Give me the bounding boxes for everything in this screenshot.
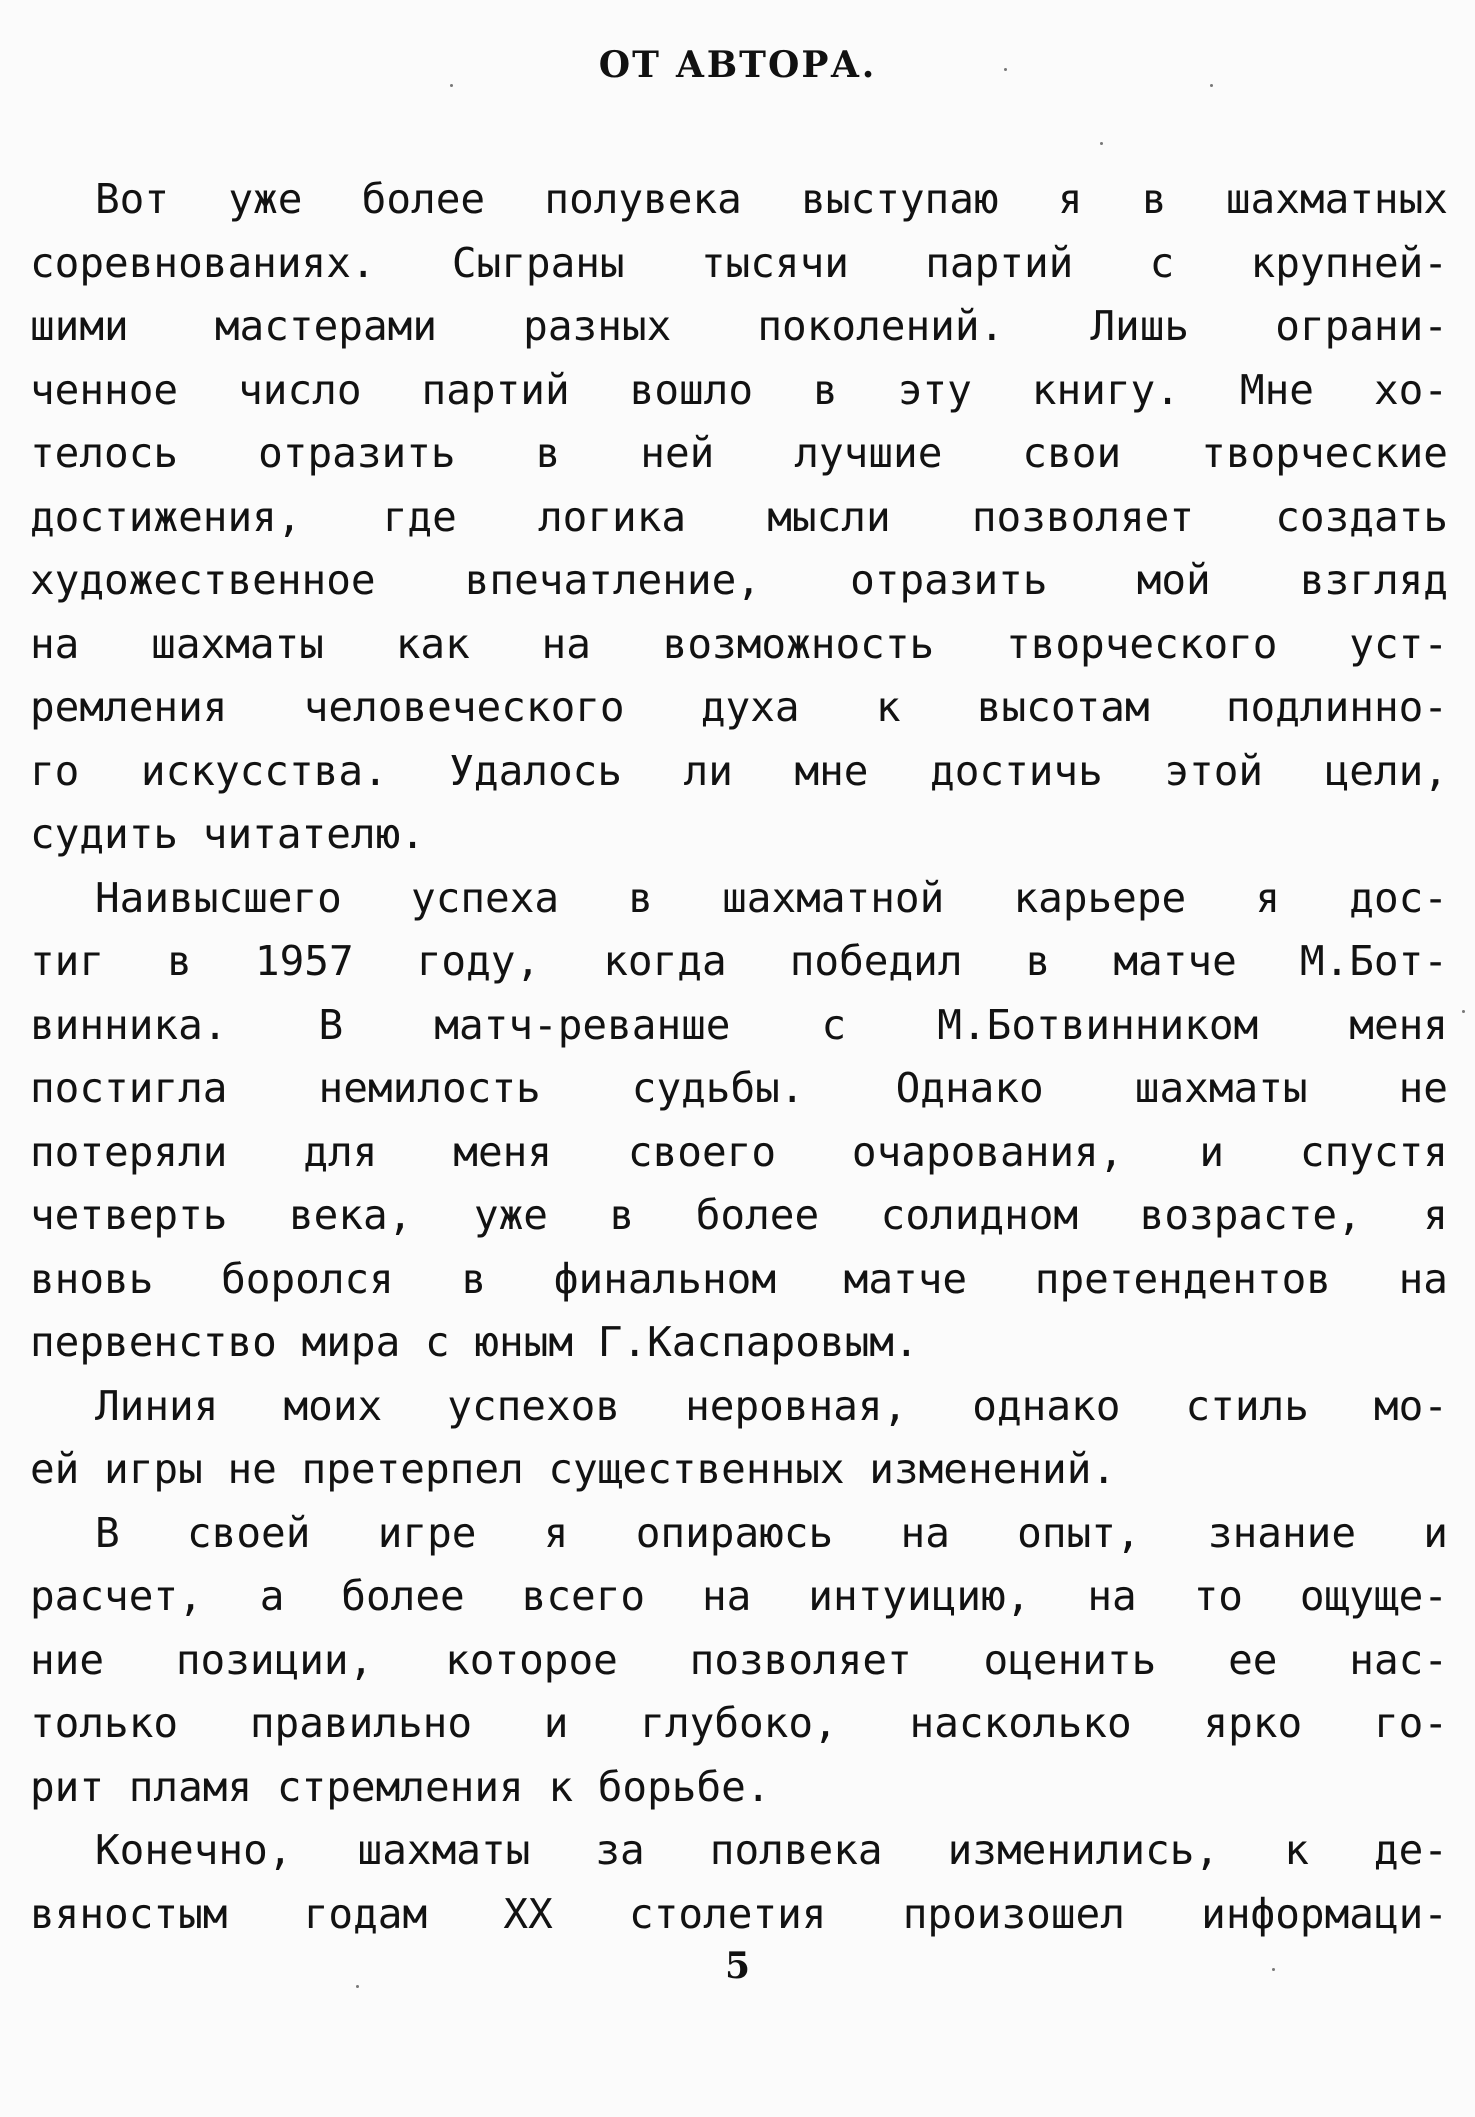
text-line: потеряли для меня своего очарования, и спустя (30, 1127, 1448, 1176)
text-line: на шахматы как на возможность творческого уст- (30, 619, 1448, 668)
text-line: шими мастерами разных поколений. Лишь ограни- (30, 302, 1448, 350)
text-line: Наивысшего успеха в шахматной карьере я дос- (95, 873, 1448, 922)
body-text (30, 168, 1448, 1946)
text-line: соревнованиях. Сыграны тысячи партий с крупней- (30, 238, 1448, 287)
scan-speck-icon (356, 1985, 359, 1988)
text-line: судить читателю. (30, 810, 425, 858)
text-line: го искусства. Удалось ли мне достичь этой цели, (30, 746, 1448, 795)
scan-speck-icon (1462, 1010, 1465, 1013)
text-line: В своей игре я опираюсь на опыт, знание и (95, 1508, 1448, 1557)
text-line: первенство мира с юным Г.Каспаровым. (30, 1318, 919, 1366)
text-line: Вот уже более полувека выступаю я в шахматных (95, 175, 1448, 223)
text-line: вяностым годам XX столетия произошел информаци- (30, 1889, 1448, 1938)
scan-speck-icon (1004, 68, 1007, 71)
scan-speck-icon (1100, 142, 1103, 145)
text-line: только правильно и глубоко, насколько ярко го- (30, 1699, 1448, 1747)
text-line: винника. В матч-реванше с М.Ботвинником меня (30, 1000, 1448, 1049)
text-line: постигла немилость судьбы. Однако шахматы не (30, 1064, 1448, 1112)
text-line: Конечно, шахматы за полвека изменились, к де- (95, 1826, 1448, 1874)
text-line: ние позиции, которое позволяет оценить ее нас- (30, 1635, 1448, 1684)
scan-speck-icon (450, 84, 453, 87)
text-line: Линия моих успехов неровная, однако стиль мо- (95, 1381, 1448, 1430)
text-line: четверть века, уже в более солидном возрасте, я (30, 1191, 1448, 1239)
text-line: рит пламя стремления к борьбе. (30, 1762, 771, 1811)
page-number: 5 (724, 1945, 751, 1987)
text-line: тиг в 1957 году, когда победил в матче М.Бот- (30, 937, 1448, 985)
text-line: ченное число партий вошло в эту книгу. Мне хо- (30, 365, 1448, 414)
page-title: ОТ АВТОРА. (598, 44, 877, 86)
text-line: телось отразить в ней лучшие свои творческие (30, 429, 1448, 477)
text-line: ей игры не претерпел существенных изменений. (30, 1445, 1117, 1493)
text-line: художественное впечатление, отразить мой взгляд (30, 556, 1448, 604)
scan-speck-icon (1272, 1968, 1275, 1971)
text-line: вновь боролся в финальном матче претендентов на (30, 1254, 1448, 1303)
text-line: достижения, где логика мысли позволяет создать (30, 492, 1448, 541)
text-line: расчет, а более всего на интуицию, на то ощуще- (30, 1572, 1448, 1620)
text-line: ремления человеческого духа к высотам подлинно- (30, 683, 1448, 731)
scan-speck-icon (1210, 84, 1213, 87)
